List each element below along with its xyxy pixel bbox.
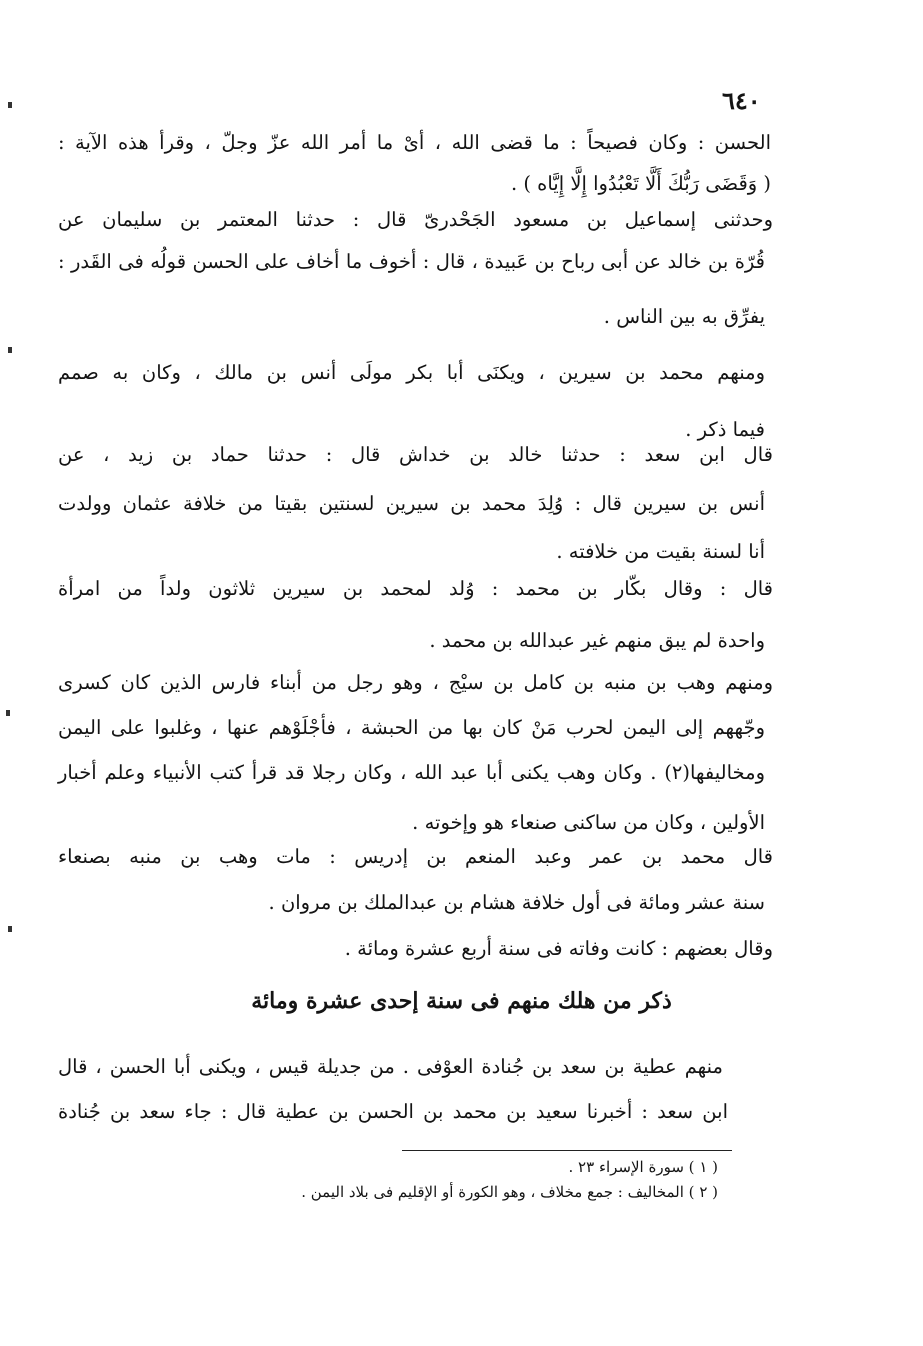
text-line: أنس بن سيرين قال : وُلِدَ محمد بن سيرين لسنتين بقيتا من خلافة عثمان وولدت xyxy=(58,492,765,515)
section-heading: ذكر من هلك منهم فى سنة إحدى عشرة ومائة xyxy=(251,988,672,1014)
text-line: وجّههم إلى اليمن لحرب مَنْ كان بها من الحبشة ، فأجْلَوْهم عنها ، وغلبوا على اليمن xyxy=(58,716,765,739)
text-line: الحسن : وكان فصيحاً : ما قضى الله ، أىْ ما أمر الله عزّ وجلّ ، وقرأ هذه الآية : xyxy=(58,131,771,154)
page-number: ٦٤٠ xyxy=(722,86,761,115)
text-line: قُرّة بن خالد عن أبى رباح بن عَبيدة ، قال : أخوف ما أخاف على الحسن قولُه فى القَدر : xyxy=(58,250,765,273)
footnote: ( ١ ) سورة الإسراء ٢٣ . xyxy=(568,1158,718,1176)
text-line: ( وَقَضَى رَبُّكَ أَلَّا تَعْبُدُوا إِلَّا إِيَّاه ) . xyxy=(510,172,771,195)
text-line: ومخاليفها(٢) . وكان وهب يكنى أبا عبد الله ، وكان رجلا قد قرأ كتب الأنبياء وعلم أخبار xyxy=(58,761,765,784)
text-line: واحدة لم يبق منهم غير عبدالله بن محمد . xyxy=(429,629,765,652)
footnote-rule xyxy=(402,1150,732,1151)
text-line: ومنهم محمد بن سيرين ، ويكنَى أبا بكر مولَى أنس بن مالك ، وكان به صمم xyxy=(58,361,765,384)
text-line: ومنهم وهب بن منبه بن كامل بن سيْج ، وهو رجل من أبناء فارس الذين كان كسرى xyxy=(58,671,773,694)
text-line: وحدثنى إسماعيل بن مسعود الجَحْدرىّ قال : حدثنا المعتمر بن سليمان عن xyxy=(58,208,773,231)
footnote: ( ٢ ) المخاليف : جمع مخلاف ، وهو الكورة أو الإقليم فى بلاد اليمن . xyxy=(301,1183,718,1201)
text-line: منهم عطية بن سعد بن جُنادة العوْفى . من جديلة قيس ، ويكنى أبا الحسن ، قال xyxy=(58,1055,723,1078)
text-line: ابن سعد : أخبرنا سعيد بن محمد بن الحسن بن عطية قال : جاء سعد بن جُنادة xyxy=(58,1100,728,1123)
text-line: الأولين ، وكان من ساكنى صنعاء هو وإخوته . xyxy=(412,811,765,834)
text-line: وقال بعضهم : كانت وفاته فى سنة أربع عشرة ومائة . xyxy=(344,937,773,960)
margin-mark xyxy=(8,926,12,932)
text-line: أنا لسنة بقيت من خلافته . xyxy=(556,540,765,563)
margin-mark xyxy=(6,710,10,716)
text-line: قال محمد بن عمر وعبد المنعم بن إدريس : مات وهب بن منبه بصنعاء xyxy=(58,845,773,868)
margin-mark xyxy=(8,102,12,108)
text-line: قال : وقال بكّار بن محمد : وُلد لمحمد بن سيرين ثلاثون ولداً من امرأة xyxy=(58,577,773,600)
text-line: يفرِّق به بين الناس . xyxy=(603,305,765,328)
text-line: فيما ذكر . xyxy=(685,418,765,441)
text-line: قال ابن سعد : حدثنا خالد بن خداش قال : حدثنا حماد بن زيد ، عن xyxy=(58,443,773,466)
text-line: سنة عشر ومائة فى أول خلافة هشام بن عبدالملك بن مروان . xyxy=(268,891,765,914)
margin-mark xyxy=(8,347,12,353)
